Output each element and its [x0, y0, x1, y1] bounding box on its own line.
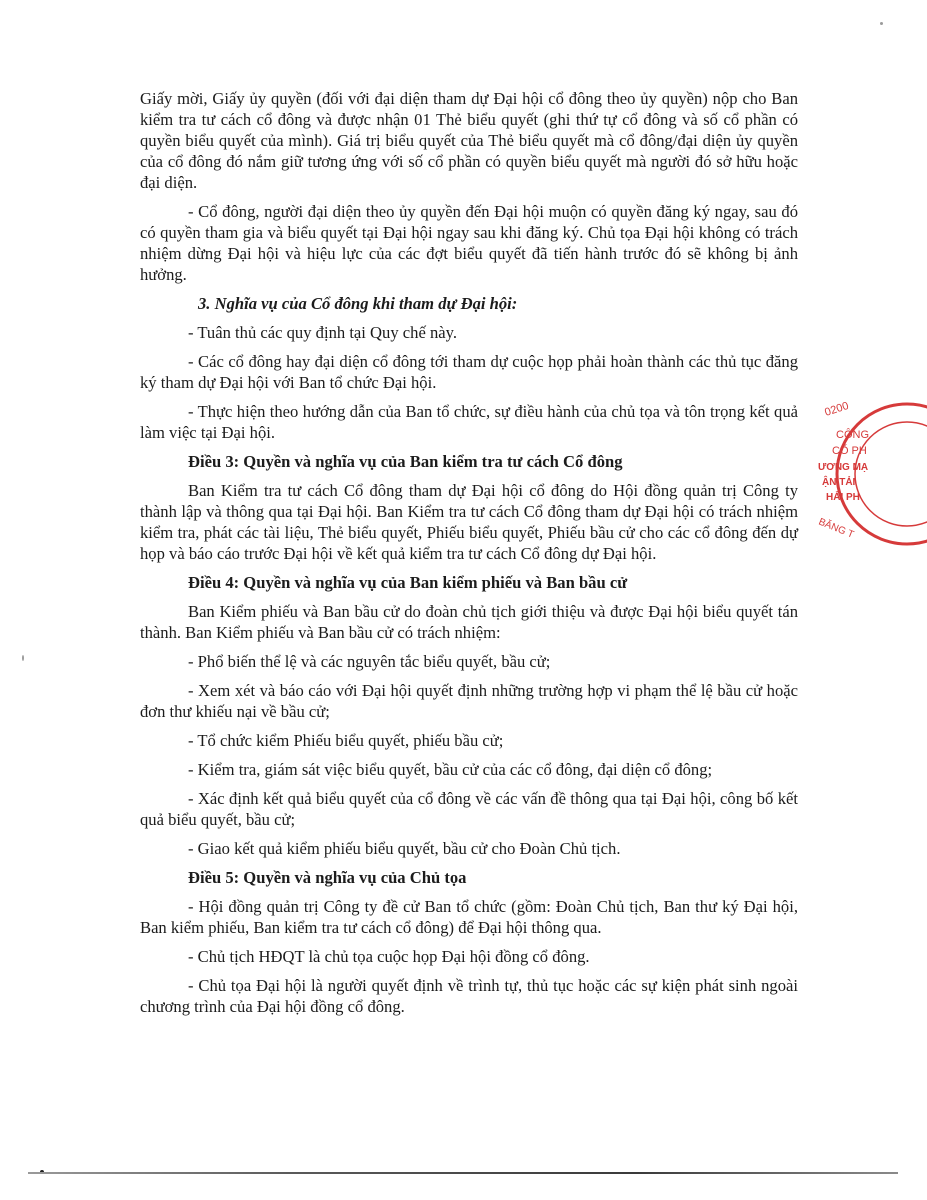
page-bottom-rule	[28, 1172, 898, 1174]
list-item: - Xem xét và báo cáo với Đại hội quyết định những trường hợp vi phạm thể lệ bầu cử hoặc đơn thư khiếu nại về bầu cử;	[140, 681, 798, 721]
paragraph: Ban Kiểm phiếu và Ban bầu cử do đoàn chủ tịch giới thiệu và được Đại hội biểu quyết tán thành. Ban Kiểm phiếu và Ban bầu cử có trách nhiệm:	[140, 602, 798, 642]
paragraph: - Cổ đông, người đại diện theo ủy quyền đến Đại hội muộn có quyền đăng ký ngay, sau đó có quyền tham gia và biểu quyết tại Đại hội ngay sau khi đăng ký. Chủ tọa Đại hội không có trách nhiệm dừng Đại hội và hiệu lực của các đợt biểu quyết đã tiến hành trước đó sẽ không bị ảnh hưởng.	[140, 202, 798, 284]
stamp-line: CÔNG	[836, 429, 869, 441]
company-seal-stamp	[812, 396, 927, 556]
section-heading: 3. Nghĩa vụ của Cổ đông khi tham dự Đại hội:	[198, 294, 518, 313]
list-item: - Xác định kết quả biểu quyết của cổ đông về các vấn đề thông qua tại Đại hội, công bố kết quả biểu quyết, bầu cử;	[140, 789, 798, 829]
paragraph: Giấy mời, Giấy ủy quyền (đối với đại diện tham dự Đại hội cổ đông theo ủy quyền) nộp cho Ban kiểm tra tư cách cổ đông và được nhận 01 Thẻ biểu quyết (ghi thứ tự cổ đông và số cổ phần có quyền biểu quyết của mình). Giá trị biểu quyết của Thẻ biểu quyết mà cổ đông/đại diện ủy quyền của cổ đông đó nắm giữ tương ứng với số cổ phần có quyền biểu quyết mà người đó sở hữu hoặc đại diện.	[140, 89, 798, 192]
stamp-line: ƯƠNG MẠ	[818, 462, 869, 473]
document-page	[140, 88, 798, 1025]
list-item: - Các cổ đông hay đại diện cổ đông tới tham dự cuộc họp phải hoàn thành các thủ tục đăng ký tham dự Đại hội với Ban tổ chức Đại hội.	[140, 352, 798, 392]
stamp-line: HẢI PH	[826, 492, 860, 503]
stamp-line: BĂNG T	[816, 516, 856, 541]
scan-speck	[880, 22, 883, 25]
list-item: - Tuân thủ các quy định tại Quy chế này.	[188, 323, 457, 342]
stamp-line: ẬN TẢI	[822, 477, 856, 488]
stamp-line: CỔ PH	[832, 445, 867, 457]
stamp-line: 0200	[823, 399, 851, 419]
article-heading: Điều 5: Quyền và nghĩa vụ của Chủ tọa	[188, 868, 467, 887]
article-heading: Điều 3: Quyền và nghĩa vụ của Ban kiểm tra tư cách Cổ đông	[188, 452, 623, 471]
list-item: - Tổ chức kiểm Phiếu biểu quyết, phiếu bầu cử;	[188, 731, 504, 750]
article-heading: Điều 4: Quyền và nghĩa vụ của Ban kiểm phiếu và Ban bầu cử	[188, 573, 628, 592]
list-item: - Chủ tọa Đại hội là người quyết định về trình tự, thủ tục hoặc các sự kiện phát sinh ngoài chương trình của Đại hội đồng cổ đông.	[140, 976, 798, 1016]
paragraph: Ban Kiểm tra tư cách Cổ đông tham dự Đại hội cổ đông do Hội đồng quản trị Công ty thành lập và thông qua tại Đại hội. Ban Kiểm tra tư cách Cổ đông tham dự Đại hội có trách nhiệm kiểm tra, phát các tài liệu, Thẻ biểu quyết, Phiếu biểu quyết, Phiếu bầu cử cho các cổ đông đến dự họp và báo cáo trước Đại hội về kết quả kiểm tra tư cách Cổ đông dự Đại hội.	[140, 481, 798, 563]
list-item: - Hội đồng quản trị Công ty đề cử Ban tổ chức (gồm: Đoàn Chủ tịch, Ban thư ký Đại hội, Ban kiểm phiếu, Ban kiểm tra tư cách cổ đông) để Đại hội thông qua.	[140, 897, 798, 937]
list-item: - Kiểm tra, giám sát việc biểu quyết, bầu cử của các cổ đông, đại diện cổ đông;	[188, 760, 713, 779]
scan-speck	[22, 655, 24, 661]
list-item: - Chủ tịch HĐQT là chủ tọa cuộc họp Đại hội đồng cổ đông.	[188, 947, 590, 966]
list-item: - Giao kết quả kiểm phiếu biểu quyết, bầu cử cho Đoàn Chủ tịch.	[188, 839, 621, 858]
list-item: - Thực hiện theo hướng dẫn của Ban tổ chức, sự điều hành của chủ tọa và tôn trọng kết quả làm việc tại Đại hội.	[140, 402, 798, 442]
list-item: - Phổ biến thể lệ và các nguyên tắc biểu quyết, bầu cử;	[188, 652, 551, 671]
